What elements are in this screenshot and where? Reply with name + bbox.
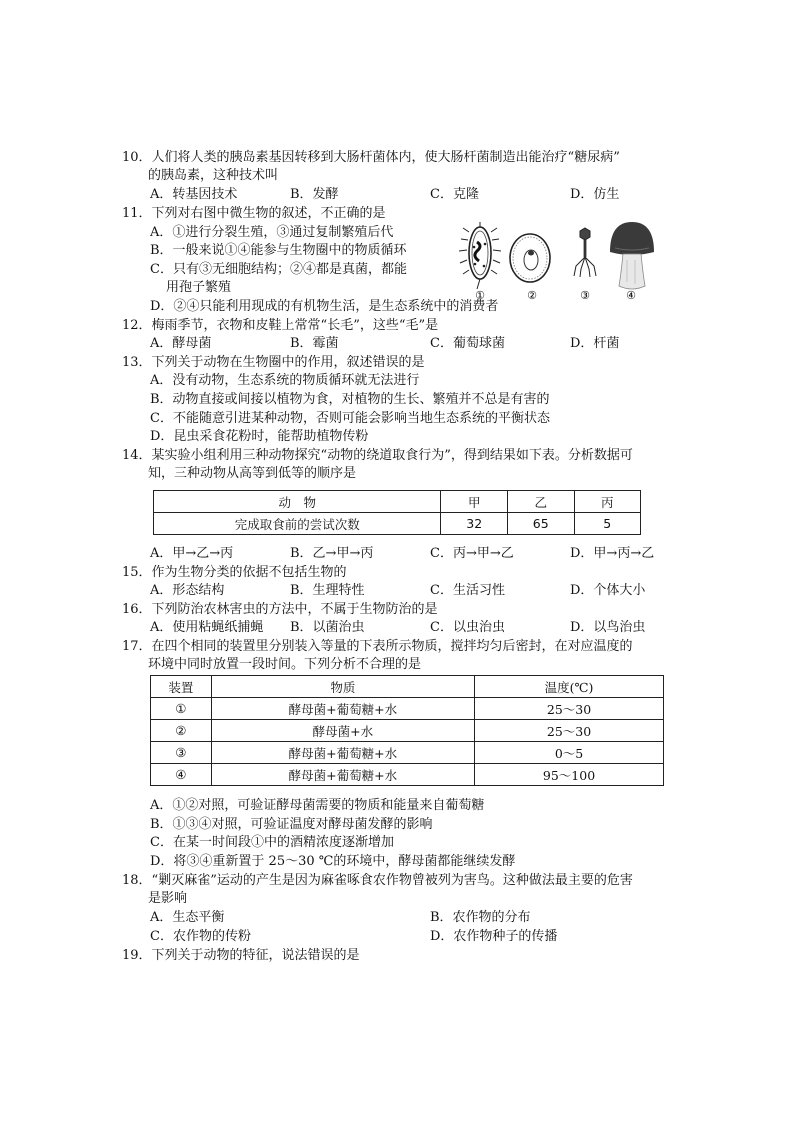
q10-option-b: B．发酵: [290, 187, 339, 202]
table-row: [151, 742, 664, 764]
mushroom-illustration: [610, 222, 654, 289]
q17-option-b: B．①③④对照，可验证温度对酵母菌发酵的影响: [150, 817, 433, 832]
q13-option-b: B．动物直接或间接以植物为食，对植物的生长、繁殖并不总是有害的: [150, 392, 550, 407]
q15-option-b: B．生理特性: [290, 583, 365, 598]
q19-stem: 19．下列关于动物的特征，说法错误的是: [122, 948, 360, 963]
table-cell: 32: [441, 513, 508, 535]
bacterium-illustration: [459, 222, 501, 289]
q17-option-d: D．将③④重新置于 25～30 ℃的环境中，酵母菌都能继续发酵: [150, 854, 516, 869]
q18-stem-line1: 18．“剿灭麻雀”运动的产生是因为麻雀啄食农作物曾被列为害鸟。这种做法最主要的危害: [122, 873, 633, 888]
table-cell: 完成取食前的尝试次数: [154, 513, 441, 535]
yeast-illustration: [510, 234, 550, 282]
q13-option-a: A．没有动物，生态系统的物质循环就无法进行: [150, 373, 420, 388]
q18-option-b: B．农作物的分布: [430, 910, 531, 925]
q14-option-d: D．甲→丙→乙: [570, 546, 655, 561]
q12-option-b: B．霉菌: [290, 336, 339, 351]
q11-option-c-line2: 用孢子繁殖: [166, 280, 232, 295]
table-row: [151, 720, 664, 742]
table-header-cell: 乙: [507, 491, 574, 513]
table-cell: 25～30: [475, 720, 664, 742]
table-header-cell: 物质: [211, 676, 474, 698]
q15-option-d: D．个体大小: [570, 583, 646, 598]
q14-option-c: C．丙→甲→乙: [430, 546, 514, 561]
q12-stem: 12．梅雨季节，衣物和皮鞋上常常“长毛”，这些“毛”是: [122, 318, 439, 333]
q11-option-d: D．②④只能利用现成的有机物生活，是生态系统中的消费者: [150, 299, 499, 314]
table-header-cell: 温度(℃): [475, 676, 664, 698]
q18-option-a: A．生态平衡: [150, 910, 225, 925]
table-header-cell: 装置: [151, 676, 212, 698]
q14-option-a: A．甲→乙→丙: [150, 546, 234, 561]
q16-option-a: A．使用粘蝇纸捕蝇: [150, 620, 264, 635]
table-cell: ①: [151, 698, 212, 720]
table-header-cell: 甲: [441, 491, 508, 513]
figure-label-4: ④: [626, 289, 636, 302]
q18-option-c: C．农作物的传粉: [150, 929, 251, 944]
q10-stem-line1: 10．人们将人类的胰岛素基因转移到大肠杆菌体内，使大肠杆菌制造出能治疗“糖尿病”: [122, 150, 620, 165]
table-cell: 65: [507, 513, 574, 535]
q12-option-c: C．葡萄球菌: [430, 336, 505, 351]
table-cell: 酵母菌+葡萄糖+水: [211, 764, 474, 786]
q17-option-c: C．在某一时间段①中的酒精浓度逐渐增加: [150, 835, 394, 850]
q10-option-d: D．仿生: [570, 187, 620, 202]
q17-option-a: A．①②对照，可验证酵母菌需要的物质和能量来自葡萄糖: [150, 798, 485, 813]
table-row: [151, 764, 664, 786]
table-cell: 95～100: [475, 764, 664, 786]
table-cell: ②: [151, 720, 212, 742]
table-cell: 酵母菌+水: [211, 720, 474, 742]
table-row: [154, 513, 641, 535]
q12-option-a: A．酵母菌: [150, 336, 212, 351]
q10-stem-line2: 的胰岛素，这种技术叫: [148, 168, 279, 183]
virus-illustration: [574, 228, 596, 277]
table-cell: 0～5: [475, 742, 664, 764]
q11-option-a: A．①进行分裂生殖，③通过复制繁殖后代: [150, 225, 394, 240]
q15-stem: 15．作为生物分类的依据不包括生物的: [122, 565, 347, 580]
figure-label-1: ①: [475, 289, 485, 302]
table-row: [151, 676, 664, 698]
q18-stem-line2: 是影响: [148, 891, 188, 906]
figure-label-3: ③: [580, 289, 590, 302]
q16-option-d: D．以鸟治虫: [570, 620, 646, 635]
table-cell: 5: [574, 513, 641, 535]
q14-option-b: B．乙→甲→丙: [290, 546, 374, 561]
table-cell: ③: [151, 742, 212, 764]
table-cell: 25～30: [475, 698, 664, 720]
q14-stem-line2: 知，三种动物从高等到低等的顺序是: [148, 466, 357, 481]
microorganism-figure: [455, 220, 660, 302]
q12-option-d: D．杆菌: [570, 336, 620, 351]
q10-option-a: A．转基因技术: [150, 187, 238, 202]
table-header-cell: 动 物: [154, 491, 441, 513]
table-cell: 酵母菌+葡萄糖+水: [211, 742, 474, 764]
q17-stem-line2: 环境中同时放置一段时间。下列分析不合理的是: [148, 657, 422, 672]
figure-label-2: ②: [527, 289, 537, 302]
q17-stem-line1: 17．在四个相同的装置里分别装入等量的下表所示物质，搅拌均匀后密封，在对应温度的: [122, 639, 633, 654]
table-row: [151, 698, 664, 720]
q16-option-b: B．以菌治虫: [290, 620, 365, 635]
table-cell: ④: [151, 764, 212, 786]
q14-data-table: [153, 490, 641, 535]
q11-option-b: B．一般来说①④能参与生物圈中的物质循环: [150, 243, 407, 258]
table-cell: 酵母菌+葡萄糖+水: [211, 698, 474, 720]
q14-stem-line1: 14．某实验小组利用三种动物探究“动物的绕道取食行为”，得到结果如下表。分析数据可: [122, 448, 633, 463]
q13-option-c: C．不能随意引进某种动物，否则可能会影响当地生态系统的平衡状态: [150, 411, 550, 426]
q18-option-d: D．农作物种子的传播: [430, 929, 558, 944]
q17-experiment-table: [150, 675, 664, 786]
q13-stem: 13．下列关于动物在生物圈中的作用，叙述错误的是: [122, 355, 425, 370]
q10-option-c: C．克隆: [430, 187, 479, 202]
q16-option-c: C．以虫治虫: [430, 620, 505, 635]
q15-option-a: A．形态结构: [150, 583, 225, 598]
table-header-cell: 丙: [574, 491, 641, 513]
q15-option-c: C．生活习性: [430, 583, 505, 598]
table-row: [154, 491, 641, 513]
q11-option-c-line1: C．只有③无细胞结构；②④都是真菌，都能: [150, 262, 407, 277]
q13-option-d: D．昆虫采食花粉时，能帮助植物传粉: [150, 429, 369, 444]
q16-stem: 16．下列防治农林害虫的方法中，不属于生物防治的是: [122, 602, 438, 617]
q11-stem: 11．下列对右图中微生物的叙述，不正确的是: [122, 206, 386, 221]
